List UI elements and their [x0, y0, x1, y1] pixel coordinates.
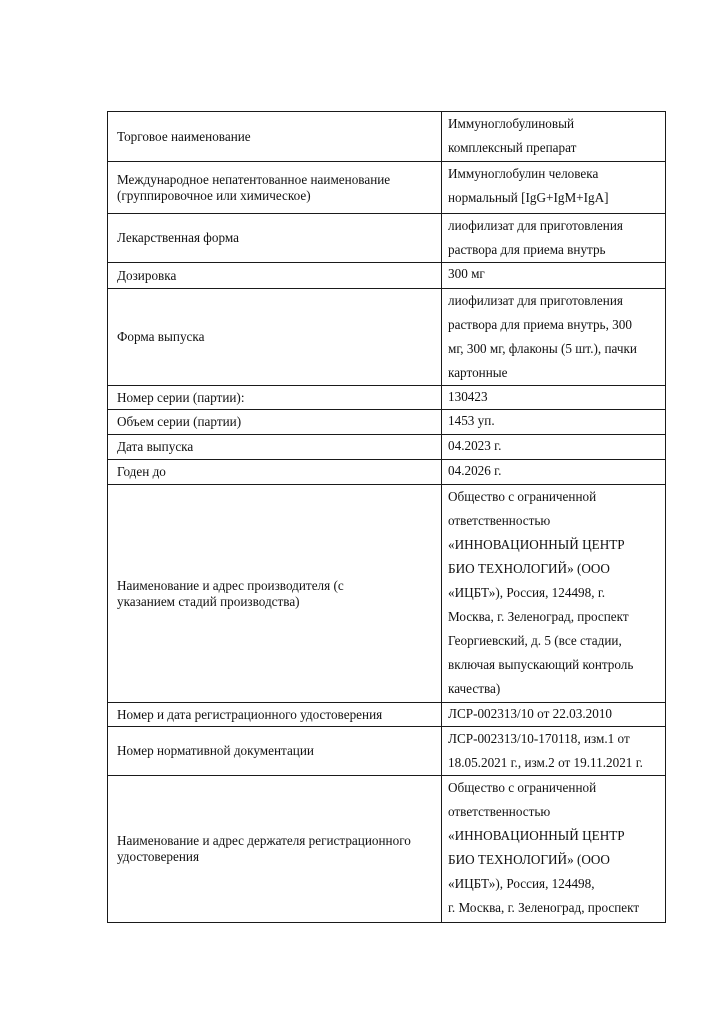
row-value [442, 289, 666, 386]
row-label [108, 460, 442, 485]
row-label [108, 162, 442, 214]
row-value [442, 263, 666, 289]
value-text: Общество с ограниченной ответственностью «ИННОВАЦИОННЫЙ ЦЕНТР БИО ТЕХНОЛОГИЙ» (ООО «ИЦБТ»), Россия, 124498, г. Москва, г. Зеленоград, проспект Георгиевский, д. 5 (все стадии, включая выпускающий контроль качества) [448, 489, 634, 696]
value-text: 300 мг [448, 266, 485, 281]
drug-info-table [107, 111, 666, 923]
row-value [442, 485, 666, 703]
label-text: Номер серии (партии): [117, 389, 245, 405]
row-label [108, 485, 442, 703]
row-label [108, 727, 442, 776]
row-label [108, 776, 442, 923]
label-text: Международное непатентованное наименование (группировочное или химическое) [117, 171, 391, 203]
row-value [442, 435, 666, 460]
label-text: Наименование и адрес держателя регистрационного удостоверения [117, 833, 411, 864]
row-label [108, 386, 442, 410]
row-value [442, 214, 666, 263]
table-row [108, 263, 666, 289]
row-label [108, 214, 442, 263]
label-text: Лекарственная форма [117, 230, 239, 245]
row-value [442, 410, 666, 435]
table-row [108, 112, 666, 162]
row-label [108, 289, 442, 386]
value-text: Общество с ограниченной ответственностью «ИННОВАЦИОННЫЙ ЦЕНТР БИО ТЕХНОЛОГИЙ» (ООО «ИЦБТ»), Россия, 124498, г. Москва, г. Зеленоград, проспект [448, 780, 640, 915]
row-label [108, 263, 442, 289]
label-text: Номер нормативной документации [117, 743, 314, 758]
table-row [108, 460, 666, 485]
row-label [108, 703, 442, 727]
table-row [108, 410, 666, 435]
label-text: Номер и дата регистрационного удостоверения [117, 706, 383, 722]
table-row [108, 703, 666, 727]
label-text: Форма выпуска [117, 329, 205, 344]
row-value [442, 112, 666, 162]
table-row [108, 727, 666, 776]
label-text: Дозировка [117, 267, 177, 283]
table-row [108, 289, 666, 386]
label-text: Торговое наименование [117, 128, 251, 144]
row-label [108, 410, 442, 435]
value-text: ЛСР-002313/10 от 22.03.2010 [448, 706, 613, 721]
label-text: Годен до [117, 464, 166, 479]
row-value [442, 727, 666, 776]
label-text: Наименование и адрес производителя (с указанием стадий производства) [117, 577, 344, 609]
table-row [108, 162, 666, 214]
value-text: Иммуноглобулин человека нормальный [IgG+IgM+IgA] [448, 166, 609, 205]
table-row [108, 485, 666, 703]
value-text: 130423 [448, 389, 488, 404]
table-row [108, 435, 666, 460]
row-value [442, 162, 666, 214]
value-text: лиофилизат для приготовления раствора для приема внутрь, 300 мг, 300 мг, флаконы (5 шт.), пачки картонные [448, 293, 637, 380]
value-text: ЛСР-002313/10-170118, изм.1 от 18.05.2021 г., изм.2 от 19.11.2021 г. [448, 731, 643, 770]
row-label [108, 435, 442, 460]
value-text: 04.2026 г. [448, 463, 502, 478]
value-text: 04.2023 г. [448, 438, 502, 453]
row-value [442, 776, 666, 923]
table-row [108, 776, 666, 923]
row-label [108, 112, 442, 162]
label-text: Дата выпуска [117, 439, 194, 454]
row-value [442, 703, 666, 727]
value-text: лиофилизат для приготовления раствора для приема внутрь [448, 218, 623, 257]
table-row [108, 386, 666, 410]
row-value [442, 386, 666, 410]
label-text: Объем серии (партии) [117, 414, 242, 429]
table-row [108, 214, 666, 263]
value-text: 1453 уп. [448, 413, 495, 428]
value-text: Иммуноглобулиновый комплексный препарат [448, 116, 577, 155]
row-value [442, 460, 666, 485]
